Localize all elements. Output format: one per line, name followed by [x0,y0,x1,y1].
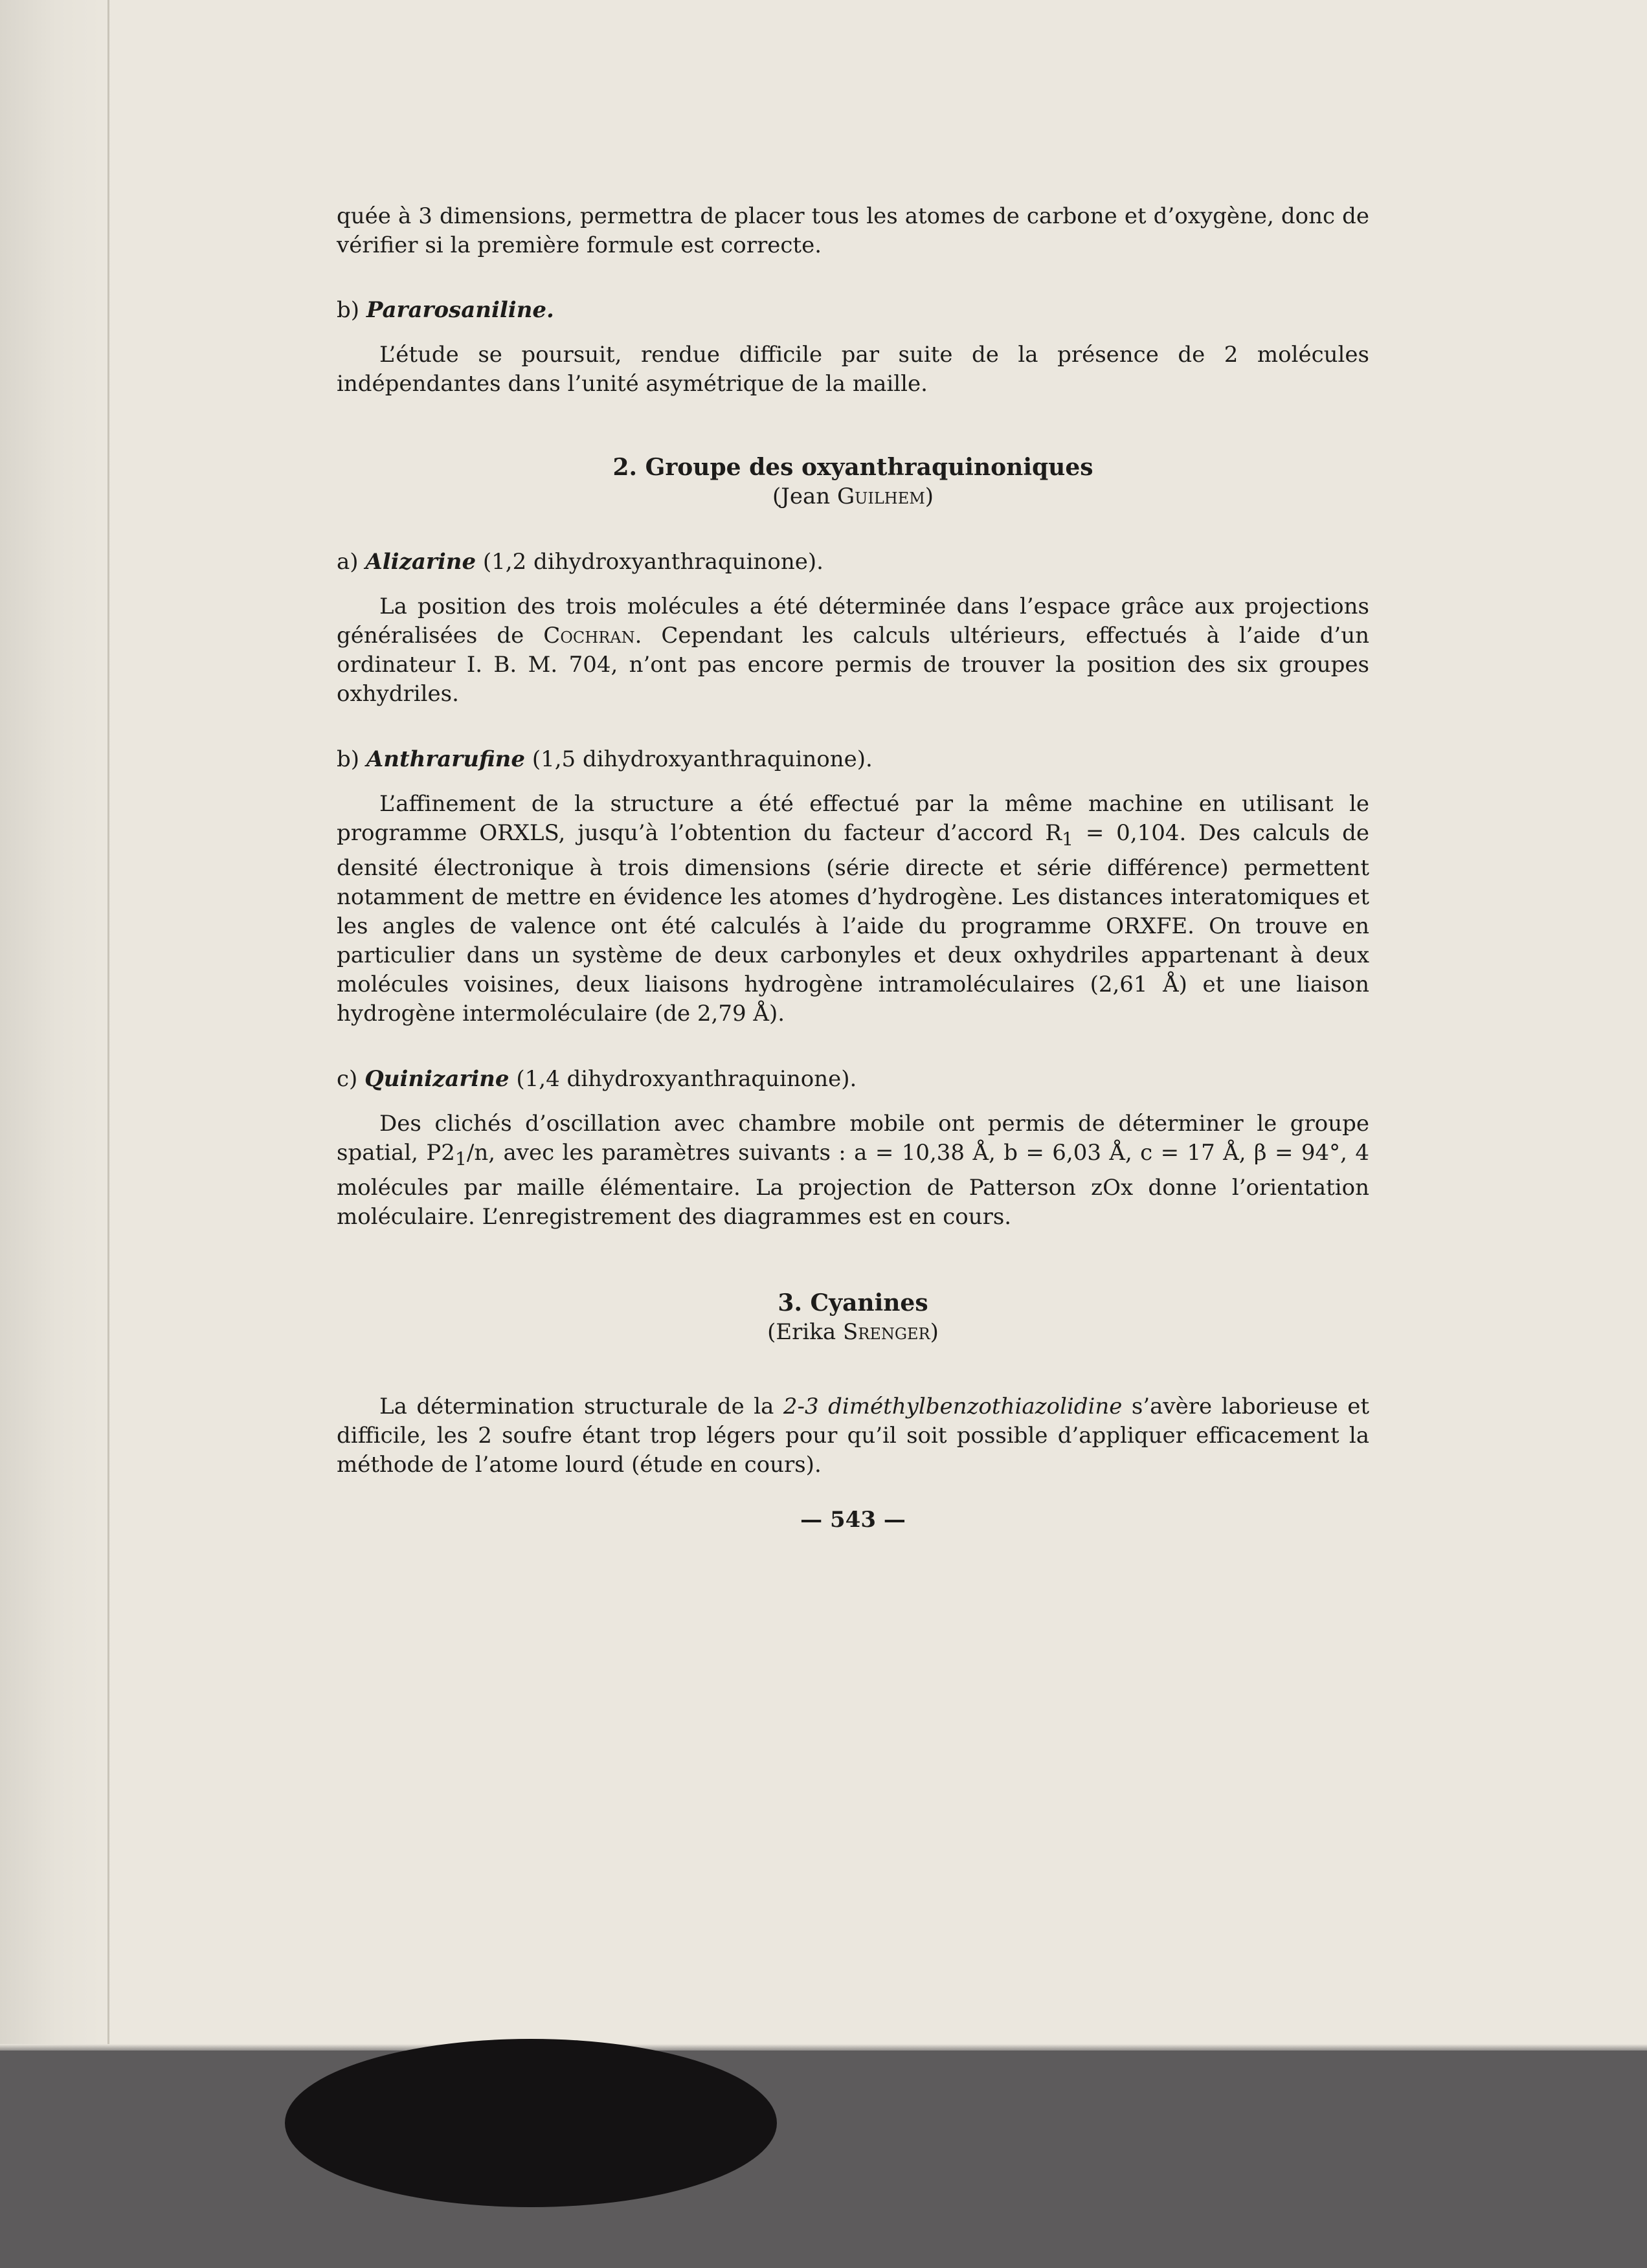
section-author [337,482,1369,511]
text-run: L’affinement de la structure a été effectué par la même machine en utilisant le programme ORXLS, jusqu’à l’obtention du facteur d’accord R [337,791,1369,846]
paragraph-anthrarufine [337,790,1369,1028]
text-run: La position des trois molécules a été déterminée dans l’espace grâce aux projections généralisées de [337,594,1369,649]
subsection-heading-anthrarufine [337,745,1369,774]
compound-name: Anthrarufine [366,746,526,772]
section-title: 2. Groupe des oxyanthraquinoniques [612,454,1093,481]
page-gutter [0,0,113,2051]
compound-name: 2-3 diméthylbenzothiazolidine [783,1393,1123,1419]
author-name: Cochran [543,623,635,649]
author-suffix: ) [924,484,934,509]
compound-name: Quinizarine [364,1065,510,1092]
page-content [337,202,1369,1535]
paragraph-alizarine [337,592,1369,709]
compound-detail: (1,2 dihydroxyanthraquinone). [482,549,824,575]
text-run: La détermination structurale de la [379,1393,783,1419]
section-author [337,1318,1369,1347]
subscript: 1 [1062,828,1074,850]
subsection-heading-quinizarine [337,1065,1369,1094]
subsection-heading-pararosaniline [337,296,1369,325]
subsection-heading-alizarine [337,548,1369,577]
text-run: s’avère laborieuse et difficile, les 2 soufre étant trop légers pour qu’il soit possible d’appliquer efficacement la méthode de l’atome lourd (étude en cours). [337,1393,1369,1478]
text-run: . Cependant les calculs ultérieurs, effectués à l’aide d’un ordinateur I. B. M. 704, n’ont pas encore permis de trouver la position des six groupes oxhydriles. [337,623,1369,707]
paragraph-quinizarine [337,1109,1369,1232]
text-run: /n, avec les paramètres suivants : a = 10,38 Å, b = 6,03 Å, c = 17 Å, β = 94°, 4 molécules par maille élémentaire. La projection de Patterson zOx donne l’orientation moléculaire. L’enregistrement des diagrammes est en cours. [337,1139,1369,1230]
subsection-letter: a) [337,549,359,575]
subsection-letter: b) [337,297,360,323]
author-surname: Guilhem [836,484,925,509]
scanner-shadow [285,2039,777,2207]
page-edge-line [107,0,109,2051]
compound-detail: (1,5 dihydroxyanthraquinone). [532,746,873,772]
paragraph-pararosaniline: L’étude se poursuit, rendue difficile par suite de la présence de 2 molécules indépendantes dans l’unité asymétrique de la maille. [337,342,1369,397]
subsection-letter: c) [337,1065,358,1092]
compound-name: Pararosaniline. [366,297,554,323]
author-suffix: ) [930,1318,939,1345]
compound-detail: (1,4 dihydroxyanthraquinone). [516,1065,857,1092]
subscript: 1 [454,1148,467,1170]
author-prefix: (Jean [772,484,837,509]
subsection-letter: b) [337,746,360,772]
paragraph-continued: quée à 3 dimensions, permettra de placer tous les atomes de carbone et d’oxygène, donc de vérifier si la première formule est correcte. [337,203,1369,258]
section-title: 3. Cyanines [778,1289,928,1317]
compound-name: Alizarine [365,549,476,575]
scanner-background [0,2051,1647,2268]
paragraph-cyanines [337,1392,1369,1480]
page-number: — 543 — [800,1506,906,1533]
author-surname: Srenger [842,1318,930,1345]
text-run: = 0,104. Des calculs de densité électronique à trois dimensions (série directe et série différence) permettent notamment de mettre en évidence les atomes d’hydrogène. Les distances interatomiques et les angles de valence ont été calculés à l’aide du programme ORXFE. On trouve en particulier dans un système de deux carbonyles et deux oxhydriles appartenant à deux molécules voisines, deux liaisons hydrogène intramoléculaires (2,61 Å) et une liaison hydrogène intermoléculaire (de 2,79 Å). [337,820,1369,1027]
author-prefix: (Erika [767,1318,843,1345]
text-run: Des clichés d’oscillation avec chambre mobile ont permis de déterminer le groupe spatial, P2 [337,1110,1369,1166]
